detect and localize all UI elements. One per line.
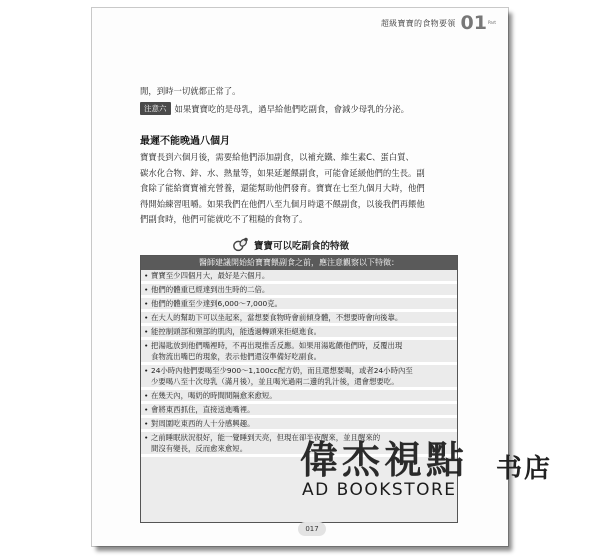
bookstore-watermark [300,440,596,500]
tips-title-text: 寶寶可以吃副食的特徵 [254,241,350,252]
bullet: • [144,433,149,442]
tips-box-header: 醫師建議開始給寶寶餵副食之前，應注意觀察以下特徵： [141,256,457,270]
bullet: • [144,391,149,400]
tip-item-text: 少要喝八至十次母乳（滿月後），並且喝光過兩二邊的乳汁後，還會想要吃。 [151,377,399,386]
tip-item [141,418,457,432]
bullet: • [144,299,149,308]
tips-list [141,270,457,457]
chapter-number: 01 [460,12,487,34]
paragraph-line: 得開始練習咀嚼。如果我們在他們八至九個月時還不餵副食，以後我們再餵他 [140,198,425,209]
tip-item [141,270,457,284]
section-heading: 最遲不能晚過八個月 [140,136,230,147]
note-tag: 注意六 [140,102,171,115]
watermark-english: AD BOOKSTORE [302,480,457,500]
bullet: • [144,313,149,322]
bullet: • [144,285,149,294]
tip-item [141,312,457,326]
section-paragraph [140,150,458,228]
bullet: • [144,271,149,280]
tip-item [141,365,457,390]
note-text: 如果寶寶吃的是母乳，過早給他們吃副食，會減少母乳的分泌。 [174,103,409,114]
tip-item-text: 能控制頭部和頸部的肌肉，能透過轉頭來拒絕進食。 [151,327,321,336]
tip-item [141,340,457,365]
tip-item-text: 會將東西抓住，直接送進嘴裡。 [151,405,255,414]
tip-item [141,298,457,312]
tip-item-text: 對周圍吃東西的人十分感興趣。 [151,419,255,428]
tip-item [141,390,457,404]
paragraph-line: 食除了能給寶寶補充營養，還能幫助他們發育。寶寶在七至九個月大時，他們 [140,183,425,193]
tip-item-text: 在幾天內，喝奶的時間間隔愈來愈短。 [151,391,277,400]
tip-item-text: 24小時內他們要喝至少900～1,100cc配方奶，而且還想要喝，或者24小時內至 [151,366,413,375]
tip-item-text: 他們的體重至少達到6,000～7,000克。 [151,299,283,308]
tip-item-text: 在大人的幫助下可以坐起來，當想要食物時會前傾身體，不想要時會向後靠。 [151,313,403,322]
watermark-cjk: 偉杰視點 [300,438,469,482]
bullet: • [144,341,149,350]
bullet: • [144,419,149,428]
tip-item-text: 食物流出嘴巴的現象，表示他們還沒準備好吃副食。 [151,352,321,361]
watermark-suffix: 书店 [496,454,553,484]
paragraph-line: 碳水化合物、鋅、水、熱量等，如果延遲餵副食，可能會延緩他們的生長。副 [140,167,425,178]
bullet: • [144,366,149,375]
note-line [140,102,409,115]
tip-item [141,326,457,340]
pacifier-icon [232,236,250,254]
bullet: • [144,327,149,336]
running-header [381,14,496,33]
chapter-tag: Part [488,20,496,26]
tip-item-text: 間沒有變長，反而愈來愈短。 [151,444,248,453]
tip-item-text: 把湯匙放到他們嘴裡時，不再出現推舌反應。如果用湯匙餵他們時，反覆出現 [151,341,403,350]
tip-item-text: 他們的體重已經達到出生時的二倍。 [151,285,270,294]
tip-item-text: 之前睡眠狀況很好，能一覺睡到天亮，但現在卻半夜醒來，並且醒來的 [151,433,381,442]
intro-line: 閒，到時一切就都正常了。 [140,86,241,96]
header-title: 超級寶寶的食物要領 [380,19,456,28]
paragraph-line: 寶寶長到六個月後，需要給他們添加副食，以補充鐵、維生素C、蛋白質、 [140,152,414,162]
tip-item-text: 寶寶至少四個月大，最好是六個月。 [151,271,270,280]
tips-title [232,236,349,254]
page-number: 017 [298,522,326,536]
tip-item [141,284,457,298]
paragraph-line: 們副食時，他們可能就吃不了粗糙的食物了。 [140,214,308,224]
tip-item [141,404,457,418]
bullet: • [144,405,149,414]
